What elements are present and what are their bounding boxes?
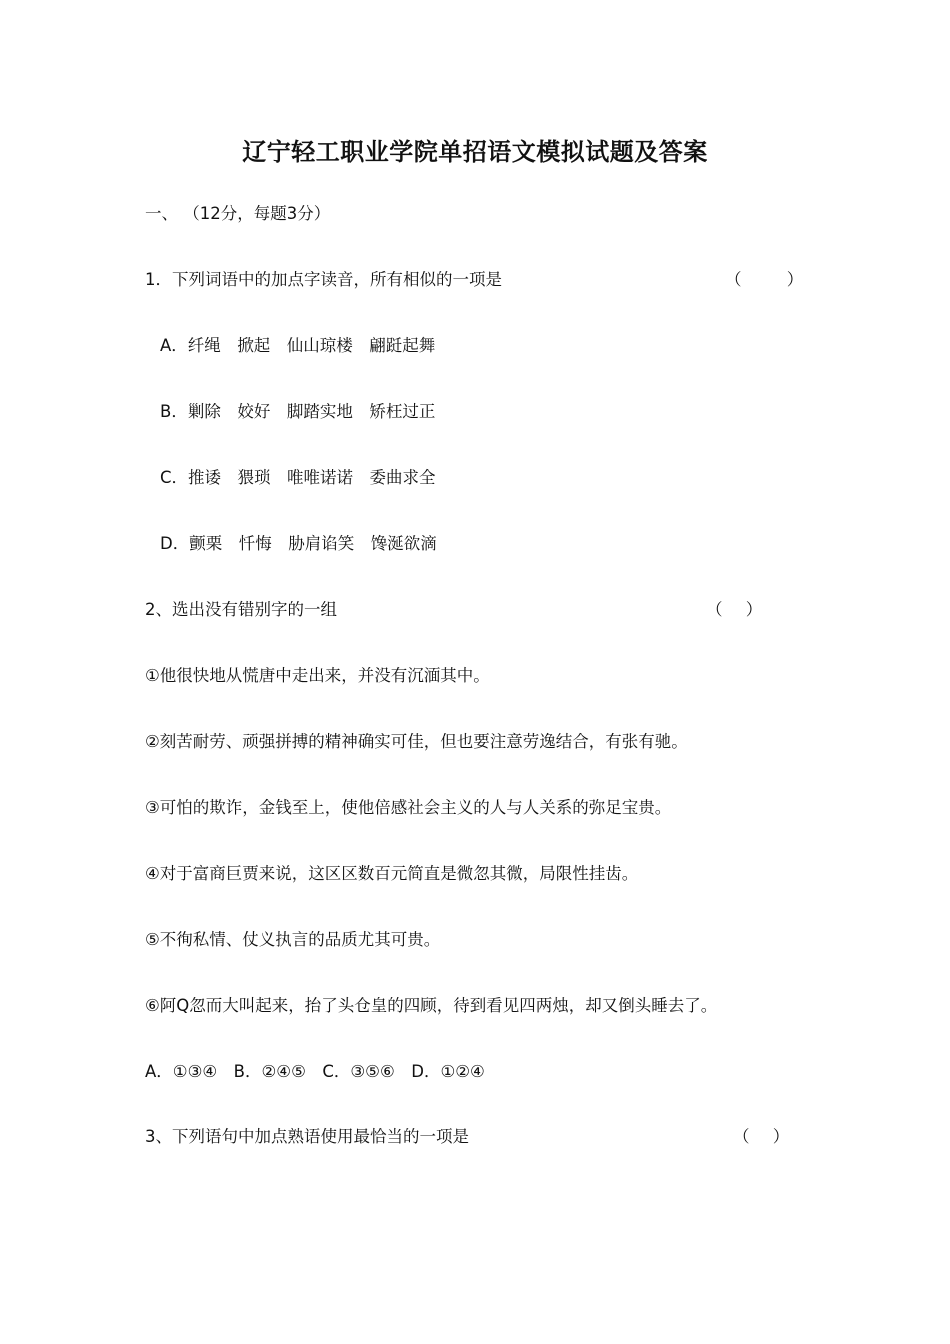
question-3-stem: 3、下列语句中加点熟语使用最恰当的一项是	[145, 1127, 469, 1146]
question-2-answer-blank: （ ）	[706, 600, 763, 619]
section-header: 一、 （12分，每题3分）	[145, 204, 331, 223]
question-1-option-b: B．剿除 姣好 脚踏实地 矫枉过正	[160, 402, 436, 421]
question-2-item-5: ⑤不徇私情、仗义执言的品质尤其可贵。	[145, 930, 441, 949]
question-2-choices: A．①③④ B．②④⑤ C．③⑤⑥ D．①②④	[145, 1062, 485, 1081]
question-2-item-4: ④对于富商巨贾来说，这区区数百元简直是微忽其微，局限性挂齿。	[145, 864, 639, 883]
question-2-item-3: ③可怕的欺诈，金钱至上，使他倍感社会主义的人与人关系的弥足宝贵。	[145, 798, 672, 817]
question-1-stem: 1．下列词语中的加点字读音，所有相似的一项是	[145, 270, 502, 289]
question-2-item-2: ②刻苦耐劳、顽强拼搏的精神确实可佳，但也要注意劳逸结合，有张有驰。	[145, 732, 688, 751]
question-1-option-c: C．推诿 猥琐 唯唯诺诺 委曲求全	[160, 468, 436, 487]
question-3-answer-blank: （ ）	[733, 1127, 790, 1146]
question-2-item-6: ⑥阿Q忽而大叫起来，抬了头仓皇的四顾，待到看见四两烛，却又倒头睡去了。	[145, 996, 718, 1015]
question-2-item-1: ①他很快地从慌唐中走出来，并没有沉湎其中。	[145, 666, 490, 685]
question-1-option-d: D．颤栗 忏悔 胁肩谄笑 馋涎欲滴	[160, 534, 437, 553]
question-2-stem: 2、选出没有错别字的一组	[145, 600, 337, 619]
question-1-answer-blank: （ ）	[725, 270, 804, 289]
document-title: 辽宁轻工职业学院单招语文模拟试题及答案	[242, 137, 708, 166]
question-1-option-a: A．纤绳 掀起 仙山琼楼 翩跹起舞	[160, 336, 436, 355]
